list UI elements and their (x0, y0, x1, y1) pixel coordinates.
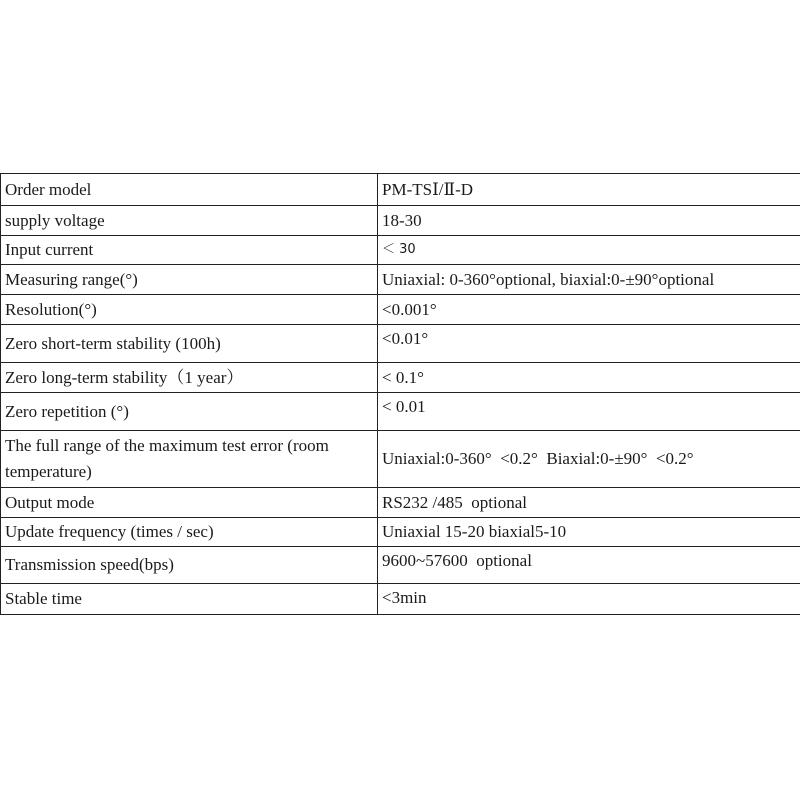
table-row-output-mode (1, 488, 800, 518)
row-value: 18-30 (378, 206, 800, 236)
row-label: Order model (1, 174, 378, 206)
spec-table (0, 173, 800, 615)
row-value: RS232 /485 optional (378, 488, 800, 518)
table-row-stable-time (1, 584, 800, 615)
row-label: supply voltage (1, 206, 378, 236)
row-value: Uniaxial 15-20 biaxial5-10 (378, 518, 800, 547)
row-label: Output mode (1, 488, 378, 518)
row-label: Transmission speed(bps) (1, 547, 378, 584)
table-row-zero-long-term-stability (1, 363, 800, 393)
row-value: < 0.01 (378, 393, 800, 431)
table-row-max-test-error (1, 431, 800, 488)
table-row-zero-repetition (1, 393, 800, 431)
row-label: Zero repetition (°) (1, 393, 378, 431)
row-value: Uniaxial:0-360° <0.2° Biaxial:0-±90° <0.2° (378, 431, 800, 488)
row-label: Input current (1, 236, 378, 265)
table-row-supply-voltage (1, 206, 800, 236)
row-label: The full range of the maximum test error (room temperature) (1, 431, 378, 488)
row-value: Uniaxial: 0-360°optional, biaxial:0-±90°optional (378, 265, 800, 295)
table-row-order-model (1, 174, 800, 206)
table-row-measuring-range (1, 265, 800, 295)
table-row-input-current (1, 236, 800, 265)
row-label: Measuring range(°) (1, 265, 378, 295)
row-label: Stable time (1, 584, 378, 615)
table-row-resolution (1, 295, 800, 325)
row-label: Resolution(°) (1, 295, 378, 325)
row-label: Update frequency (times / sec) (1, 518, 378, 547)
row-value: < 0.1° (378, 363, 800, 393)
table-row-zero-short-term-stability (1, 325, 800, 363)
table-row-transmission-speed (1, 547, 800, 584)
row-value: PM-TSⅠ/Ⅱ-D (378, 174, 800, 206)
row-value: <3min (378, 584, 800, 615)
row-label: Zero short-term stability (100h) (1, 325, 378, 363)
row-value: <0.01° (378, 325, 800, 363)
row-value: ＜ 30 (378, 236, 800, 265)
row-value: <0.001° (378, 295, 800, 325)
table-row-update-frequency (1, 518, 800, 547)
row-label: Zero long-term stability（1 year） (1, 363, 378, 393)
row-value: 9600~57600 optional (378, 547, 800, 584)
